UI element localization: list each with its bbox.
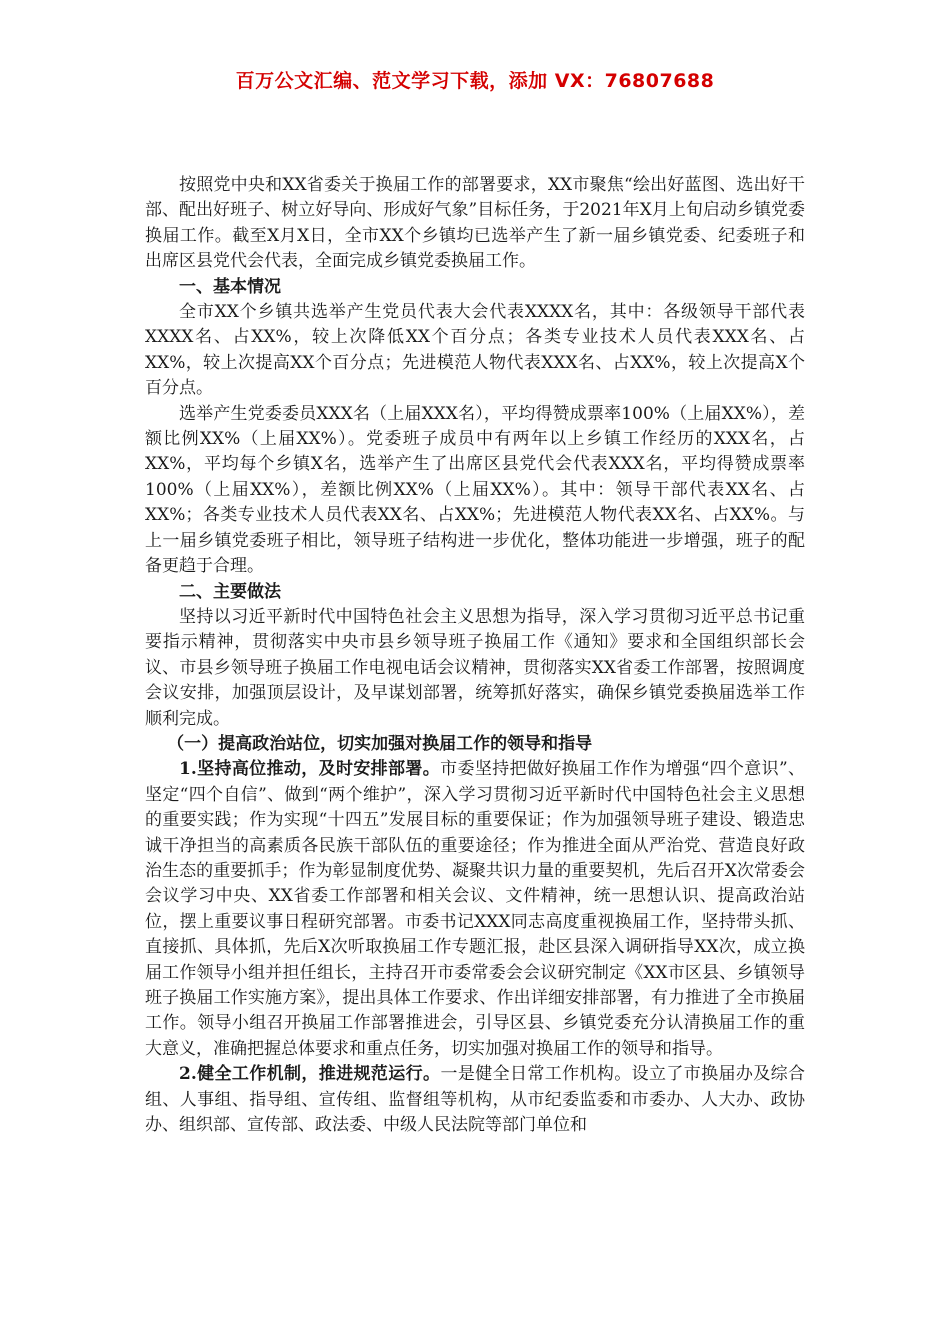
document-body [145,173,805,1138]
section-heading-practices: 二、主要做法 [179,581,281,602]
section-heading-basic: 一、基本情况 [179,276,281,297]
item-text: 市委坚持把做好换届工作作为增强“四个意识”、坚定“四个自信”、做到“两个维护”，深入学习贯彻习近平新时代中国特色社会主义思想的重要实践；作为实现“十四五”发展目标的重要保证；作为加强领导班子建设、锻造忠诚干净担当的高素质各民族干部队伍的重要途径；作为推进全面从严治党、营造良好政治生态的重要抓手；作为彰显制度优势、凝聚共识力量的重要契机，先后召开X次常委会会议学习中央、XX省委工作部署和相关会议、文件精神，统一思想认识、提高政治站位，摆上重要议事日程研究部署。市委书记XXX同志高度重视换届工作，坚持带头抓、直接抓、具体抓，先后X次听取换届工作专题汇报，赴区县深入调研指导XX次，成立换届工作领导小组并担任组长，主持召开市委常委会会议研究制定《XX市区县、乡镇领导班子换届工作实施方案》，提出具体工作要求、作出详细安排部署，有力推进了全市换届工作。领导小组召开换届工作部署推进会，引导区县、乡镇党委充分认清换届工作的重大意义，准确把握总体要求和重点任务，切实加强对换届工作的领导和指导。 [145,759,805,1059]
item-text: 一是健全日常工作机构。设立了市换届办及综合组、人事组、指导组、宣传组、监督组等机构，从市纪委监委和市委办、人大办、政协办、组织部、宣传部、政法委、中级人民法院等部门单位和 [145,1064,806,1136]
promo-header: 百万公文汇编、范文学习下载，添加 VX：76807688 [235,70,715,92]
item-lead: 2.健全工作机制，推进规范运行。 [179,1064,441,1085]
paragraph: 坚持以习近平新时代中国特色社会主义思想为指导，深入学习贯彻习近平总书记重要指示精神，贯彻落实中央市县乡领导班子换届工作《通知》要求和全国组织部长会议、市县乡领导班子换届工作电视电话会议精神，贯彻落实XX省委工作部署，按照调度会议安排，加强顶层设计，及早谋划部署，统筹抓好落实，确保乡镇党委换届选举工作顺利完成。 [145,606,805,729]
paragraph: 选举产生党委委员XXX名（上届XXX名），平均得赞成票率100%（上届XX%），差额比例XX%（上届XX%）。党委班子成员中有两年以上乡镇工作经历的XXX名，占XX%，平均每个乡镇X名，选举产生了出席区县党代会代表XXX名，平均得赞成票率100%（上届XX%），差额比例XX%（上届XX%）。其中：领导干部代表XX名、占XX%；各类专业技术人员代表XX名、占XX%；先进模范人物代表XX名、占XX%。与上一届乡镇党委班子相比，领导班子结构进一步优化，整体功能进一步增强，班子的配备更趋于合理。 [145,403,805,577]
paragraph [145,757,805,1062]
paragraph: 全市XX个乡镇共选举产生党员代表大会代表XXXX名，其中：各级领导干部代表XXXX名、占XX%，较上次降低XX个百分点；各类专业技术人员代表XXX名、占XX%，较上次提高XX个百分点；先进模范人物代表XXX名、占XX%，较上次提高X个百分点。 [145,302,805,399]
intro-paragraph: 按照党中央和XX省委关于换届工作的部署要求，XX市聚焦“绘出好蓝图、选出好干部、配出好班子、树立好导向、形成好气象”目标任务，于2021年X月上旬启动乡镇党委换届工作。截至X月X日，全市XX个乡镇均已选举产生了新一届乡镇党委、纪委班子和出席区县党代会代表，全面完成乡镇党委换届工作。 [145,175,805,272]
subsection-heading: （一）提高政治站位，切实加强对换届工作的领导和指导 [167,733,593,754]
item-lead: 1.坚持高位推动，及时安排部署。 [179,759,441,780]
paragraph [145,1062,805,1138]
